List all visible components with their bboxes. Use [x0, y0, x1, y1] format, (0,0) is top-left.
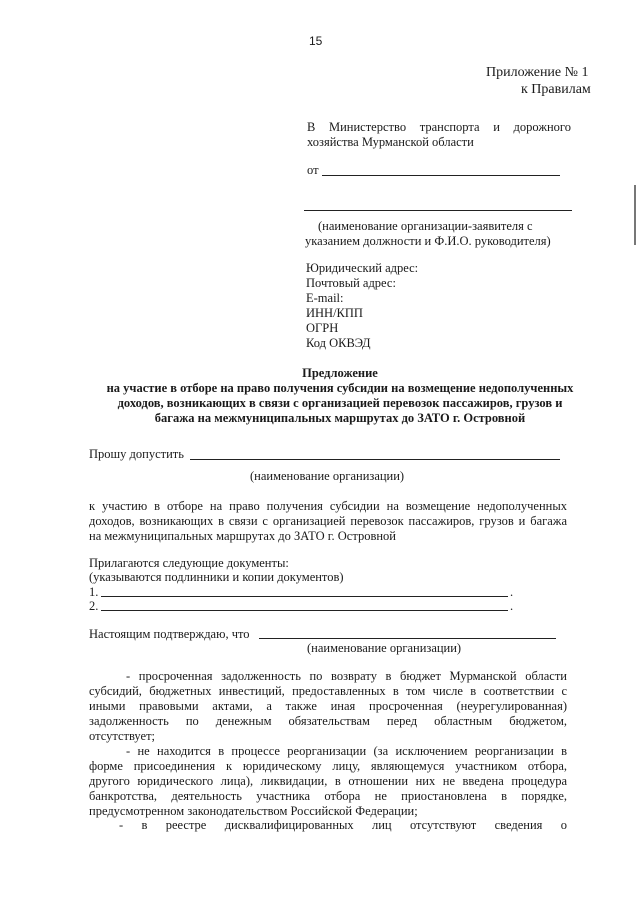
from-field-line — [322, 175, 560, 176]
documents-item-2-line — [101, 610, 508, 611]
documents-item-1-end: . — [510, 585, 514, 599]
addressee-line1: В Министерство транспорта и дорожного — [307, 120, 571, 134]
requisite-postal-address: Почтовый адрес: — [306, 276, 396, 290]
body-p2-line2: форме присоединения к юридическому лицу, являющемуся участником отбора, — [89, 759, 567, 773]
requisite-inn-kpp: ИНН/КПП — [306, 306, 363, 320]
admit-text-3: на межмуниципальных маршрутах до ЗАТО г. Островной — [89, 529, 396, 543]
requisite-email: E-mail: — [306, 291, 344, 305]
page-number: 15 — [309, 34, 323, 48]
appendix-subtitle: к Правилам — [521, 82, 591, 97]
applicant-hint-2: указанием должности и Ф.И.О. руководителя) — [305, 234, 551, 248]
applicant-field-line — [304, 210, 572, 211]
confirm-label: Настоящим подтверждаю, что — [89, 627, 250, 641]
documents-item-2-number: 2. — [89, 599, 99, 613]
body-p2-line1: - не находится в процессе реорганизации (за исключением реорганизации в — [126, 744, 567, 758]
body-p1-line2: субсидий, бюджетных инвестиций, предоставленных в том числе в соответствии с — [89, 684, 567, 698]
from-label: от — [307, 163, 319, 177]
body-p2-line5: предусмотренном законодательством Российской Федерации; — [89, 804, 418, 818]
body-p1-line5: отсутствует; — [89, 729, 156, 743]
admit-org-hint: (наименование организации) — [250, 469, 405, 483]
admit-text-1: к участию в отборе на право получения субсидии на возмещение недополученных — [89, 499, 567, 513]
body-p1-line1: - просроченная задолженность по возврату в бюджет Мурманской области — [126, 669, 567, 683]
documents-item-1-line — [101, 596, 508, 597]
proposal-subtitle-3: багажа на межмуниципальных маршрутах до ЗАТО г. Островной — [154, 411, 526, 425]
body-p1-line4: задолженность по денежным обязательствам перед областным бюджетом, — [89, 714, 567, 728]
body-p3-line1: - в реестре дисквалифицированных лиц отсутствуют сведения о — [119, 818, 567, 832]
proposal-title: Предложение — [302, 366, 378, 380]
proposal-subtitle-2: доходов, возникающих в связи с организацией перевозок пассажиров, грузов и — [117, 396, 563, 410]
body-p2-line4: банкротства, деятельность участника отбора не приостановлена в порядке, — [89, 789, 567, 803]
admit-label: Прошу допустить — [89, 447, 184, 461]
confirm-org-hint: (наименование организации) — [307, 641, 462, 655]
admit-org-field-line — [190, 459, 560, 460]
admit-text-2: доходов, возникающих в связи с организацией перевозок пассажиров, грузов и багажа — [89, 514, 567, 528]
confirm-org-field-line — [259, 638, 556, 639]
applicant-hint-1: (наименование организации-заявителя с — [318, 219, 533, 233]
body-p1-line3: иными правовыми актами, а также иная просроченная (неурегулированная) — [89, 699, 567, 713]
requisite-ogrn: ОГРН — [306, 321, 339, 335]
documents-item-2-end: . — [510, 599, 514, 613]
body-p2-line3: другого юридического лица), ликвидации, в отношении них не введена процедура — [89, 774, 567, 788]
addressee-line2: хозяйства Мурманской области — [307, 135, 474, 149]
proposal-subtitle-1: на участие в отборе на право получения субсидии на возмещение недополученных — [106, 381, 574, 395]
requisite-legal-address: Юридический адрес: — [306, 261, 419, 275]
requisite-okved: Код ОКВЭД — [306, 336, 371, 350]
documents-item-1-number: 1. — [89, 585, 99, 599]
documents-heading: Прилагаются следующие документы: — [89, 556, 289, 570]
appendix-title: Приложение № 1 — [486, 65, 589, 80]
documents-note: (указываются подлинники и копии документов) — [89, 570, 344, 584]
scan-edge-mark — [634, 185, 636, 245]
